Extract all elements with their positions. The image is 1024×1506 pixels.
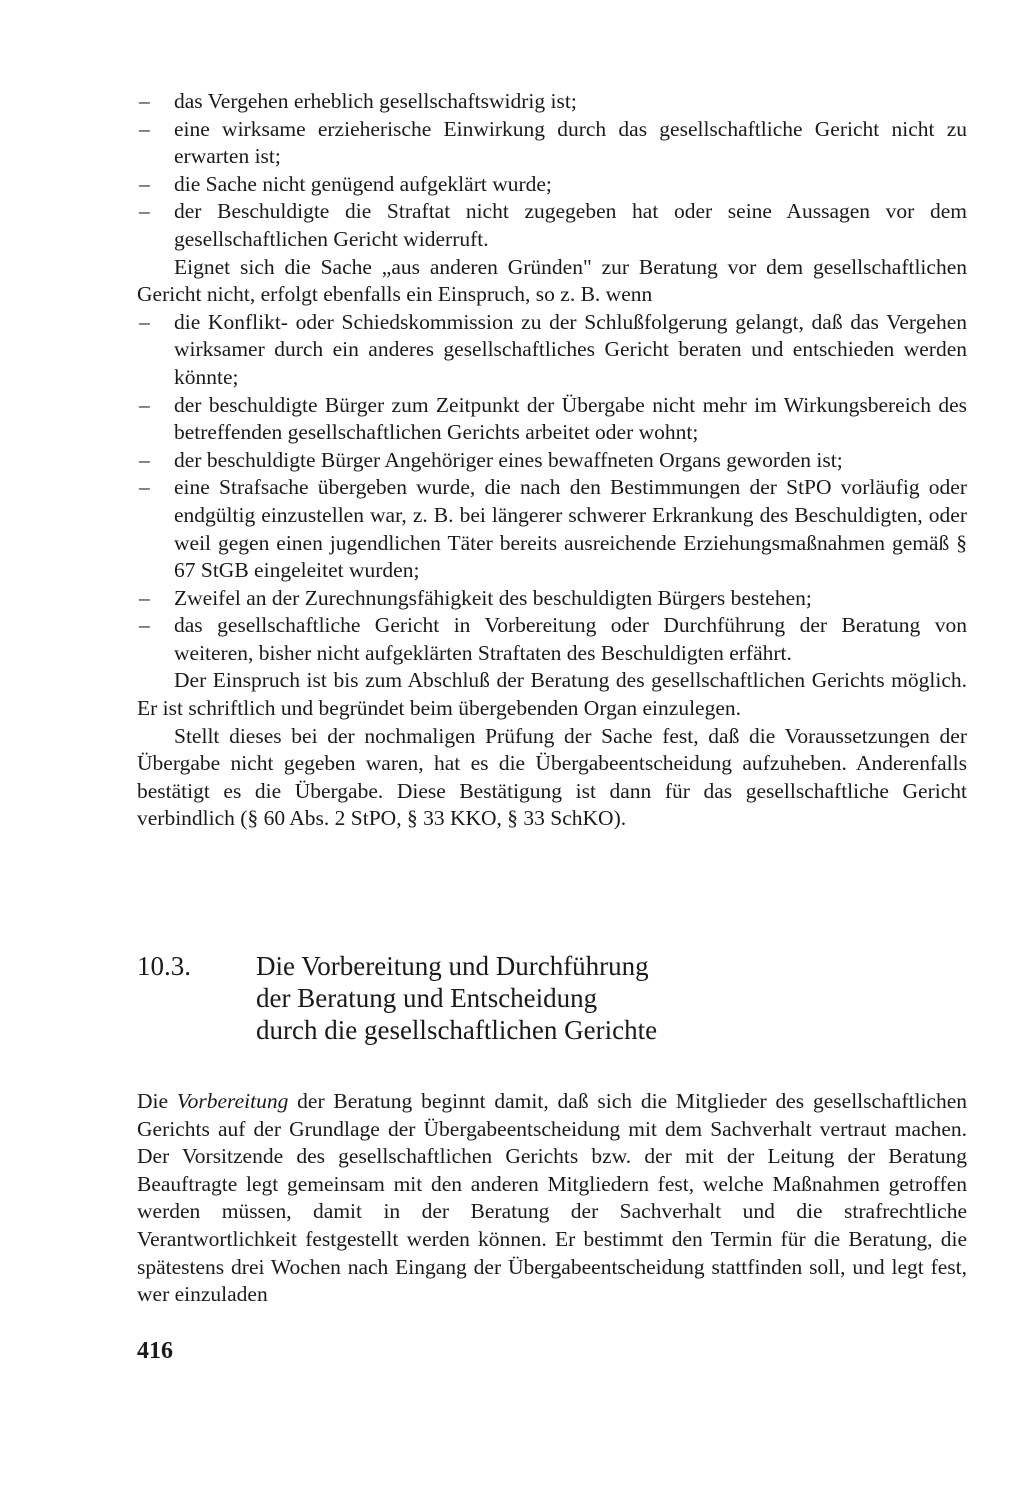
lower-text-block (137, 1088, 967, 1309)
list-item: – die Konflikt- oder Schiedskommission zu der Schlußfolgerung gelangt, daß das Vergehen wirksamer durch ein anderes gesellschaftliches Gericht beraten und entschieden werden könnte; (139, 309, 967, 389)
dash-bullet: – (139, 116, 150, 141)
list-item: – der beschuldigte Bürger Angehöriger eines bewaffneten Organs geworden ist; (137, 447, 967, 475)
section-title (256, 950, 856, 1046)
section-title-line: der Beratung und Entscheidung (256, 983, 598, 1013)
page-number: 416 (137, 1338, 173, 1364)
upper-text-block (137, 88, 967, 833)
dash-bullet: – (139, 199, 150, 224)
section-title-line: Die Vorbereitung und Durchführung (256, 951, 649, 981)
list-item: – eine Strafsache übergeben wurde, die nach den Bestimmungen der StPO vorläufig oder endgültig einzustellen war, z. B. bei längerer schwerer Erkrankung des Beschuldigten, oder weil gegen einen jugendlichen Täter bereits ausreichende Erziehungsmaßnahmen gemäß § 67 StGB eingeleitet wurden; (139, 475, 967, 583)
paragraph-vorbereitung: Die Vorbereitung der Beratung beginnt damit, daß sich die Mitglieder des gesellschaftlichen Gerichts auf der Grundlage der Übergabeentscheidung mit dem Sachverhalt vertraut machen. Der Vorsitzende des gesellschaftlichen Gerichts bzw. der mit der Leitung der Beratung Beauftragte legt gemeinsam mit den anderen Mitgliedern fest, welche Maßnahmen getroffen werden müssen, damit in der Beratung der Sachverhalt und die strafrechtliche Verantwortlichkeit festgestellt werden können. Er bestimmt den Termin für die Beratung, die spätestens drei Wochen nach Eingang der Übergabeentscheidung stattfinden soll, und legt fest, wer einzuladen (137, 1089, 968, 1307)
list-item: – der Beschuldigte die Straftat nicht zugegeben hat oder seine Aussagen vor dem gesellschaftlichen Gericht widerruft. (139, 199, 967, 251)
dash-bullet: – (139, 447, 150, 472)
paragraph-einspruch: Der Einspruch ist bis zum Abschluß der Beratung des gesellschaftlichen Gerichts möglich. Er ist schriftlich und begründet beim übergebenden Organ einzulegen. (137, 668, 967, 721)
paragraph-other-reasons: Eignet sich die Sache „aus anderen Gründen" zur Beratung vor dem gesellschaftlichen Gericht nicht, erfolgt ebenfalls ein Einspruch, so z. B. wenn (137, 254, 967, 307)
list-item: – die Sache nicht genügend aufgeklärt wurde; (137, 171, 967, 199)
paragraph-pruefung: Stellt dieses bei der nochmaligen Prüfung der Sache fest, daß die Voraussetzungen der Übergabe nicht gegeben waren, hat es die Übergabeentscheidung aufzuheben. Anderenfalls bestätigt es die Übergabe. Diese Bestätigung ist dann für das gesellschaftliche Gericht verbindlich (§ 60 Abs. 2 StPO, § 33 KKO, § 33 SchKO). (137, 723, 967, 831)
dash-bullet: – (139, 613, 150, 638)
dash-bullet: – (139, 171, 150, 196)
dash-bullet: – (139, 392, 150, 417)
list-item: – Zweifel an der Zurechnungsfähigkeit des beschuldigten Bürgers bestehen; (137, 585, 967, 613)
dash-bullet: – (139, 309, 150, 334)
list-item: – das gesellschaftliche Gericht in Vorbereitung oder Durchführung der Beratung von weiteren, bisher nicht aufgeklärten Straftaten des Beschuldigten erfährt. (139, 613, 967, 665)
dash-bullet: – (139, 89, 150, 113)
section-number: 10.3. (137, 951, 191, 981)
section-title-line: durch die gesellschaftlichen Gerichte (256, 1015, 658, 1045)
list-item: – das Vergehen erheblich gesellschaftswidrig ist; (137, 88, 967, 116)
dash-bullet: – (139, 475, 150, 500)
dash-bullet: – (139, 585, 150, 610)
emphasis-vorbereitung: Vorbereitung (176, 1089, 289, 1113)
list-item: – der beschuldigte Bürger zum Zeitpunkt der Übergabe nicht mehr im Wirkungsbereich des betreffenden gesellschaftlichen Gerichts arbeitet oder wohnt; (139, 392, 967, 445)
list-item: – eine wirksame erzieherische Einwirkung durch das gesellschaftliche Gericht nicht zu erwarten ist; (139, 116, 967, 169)
